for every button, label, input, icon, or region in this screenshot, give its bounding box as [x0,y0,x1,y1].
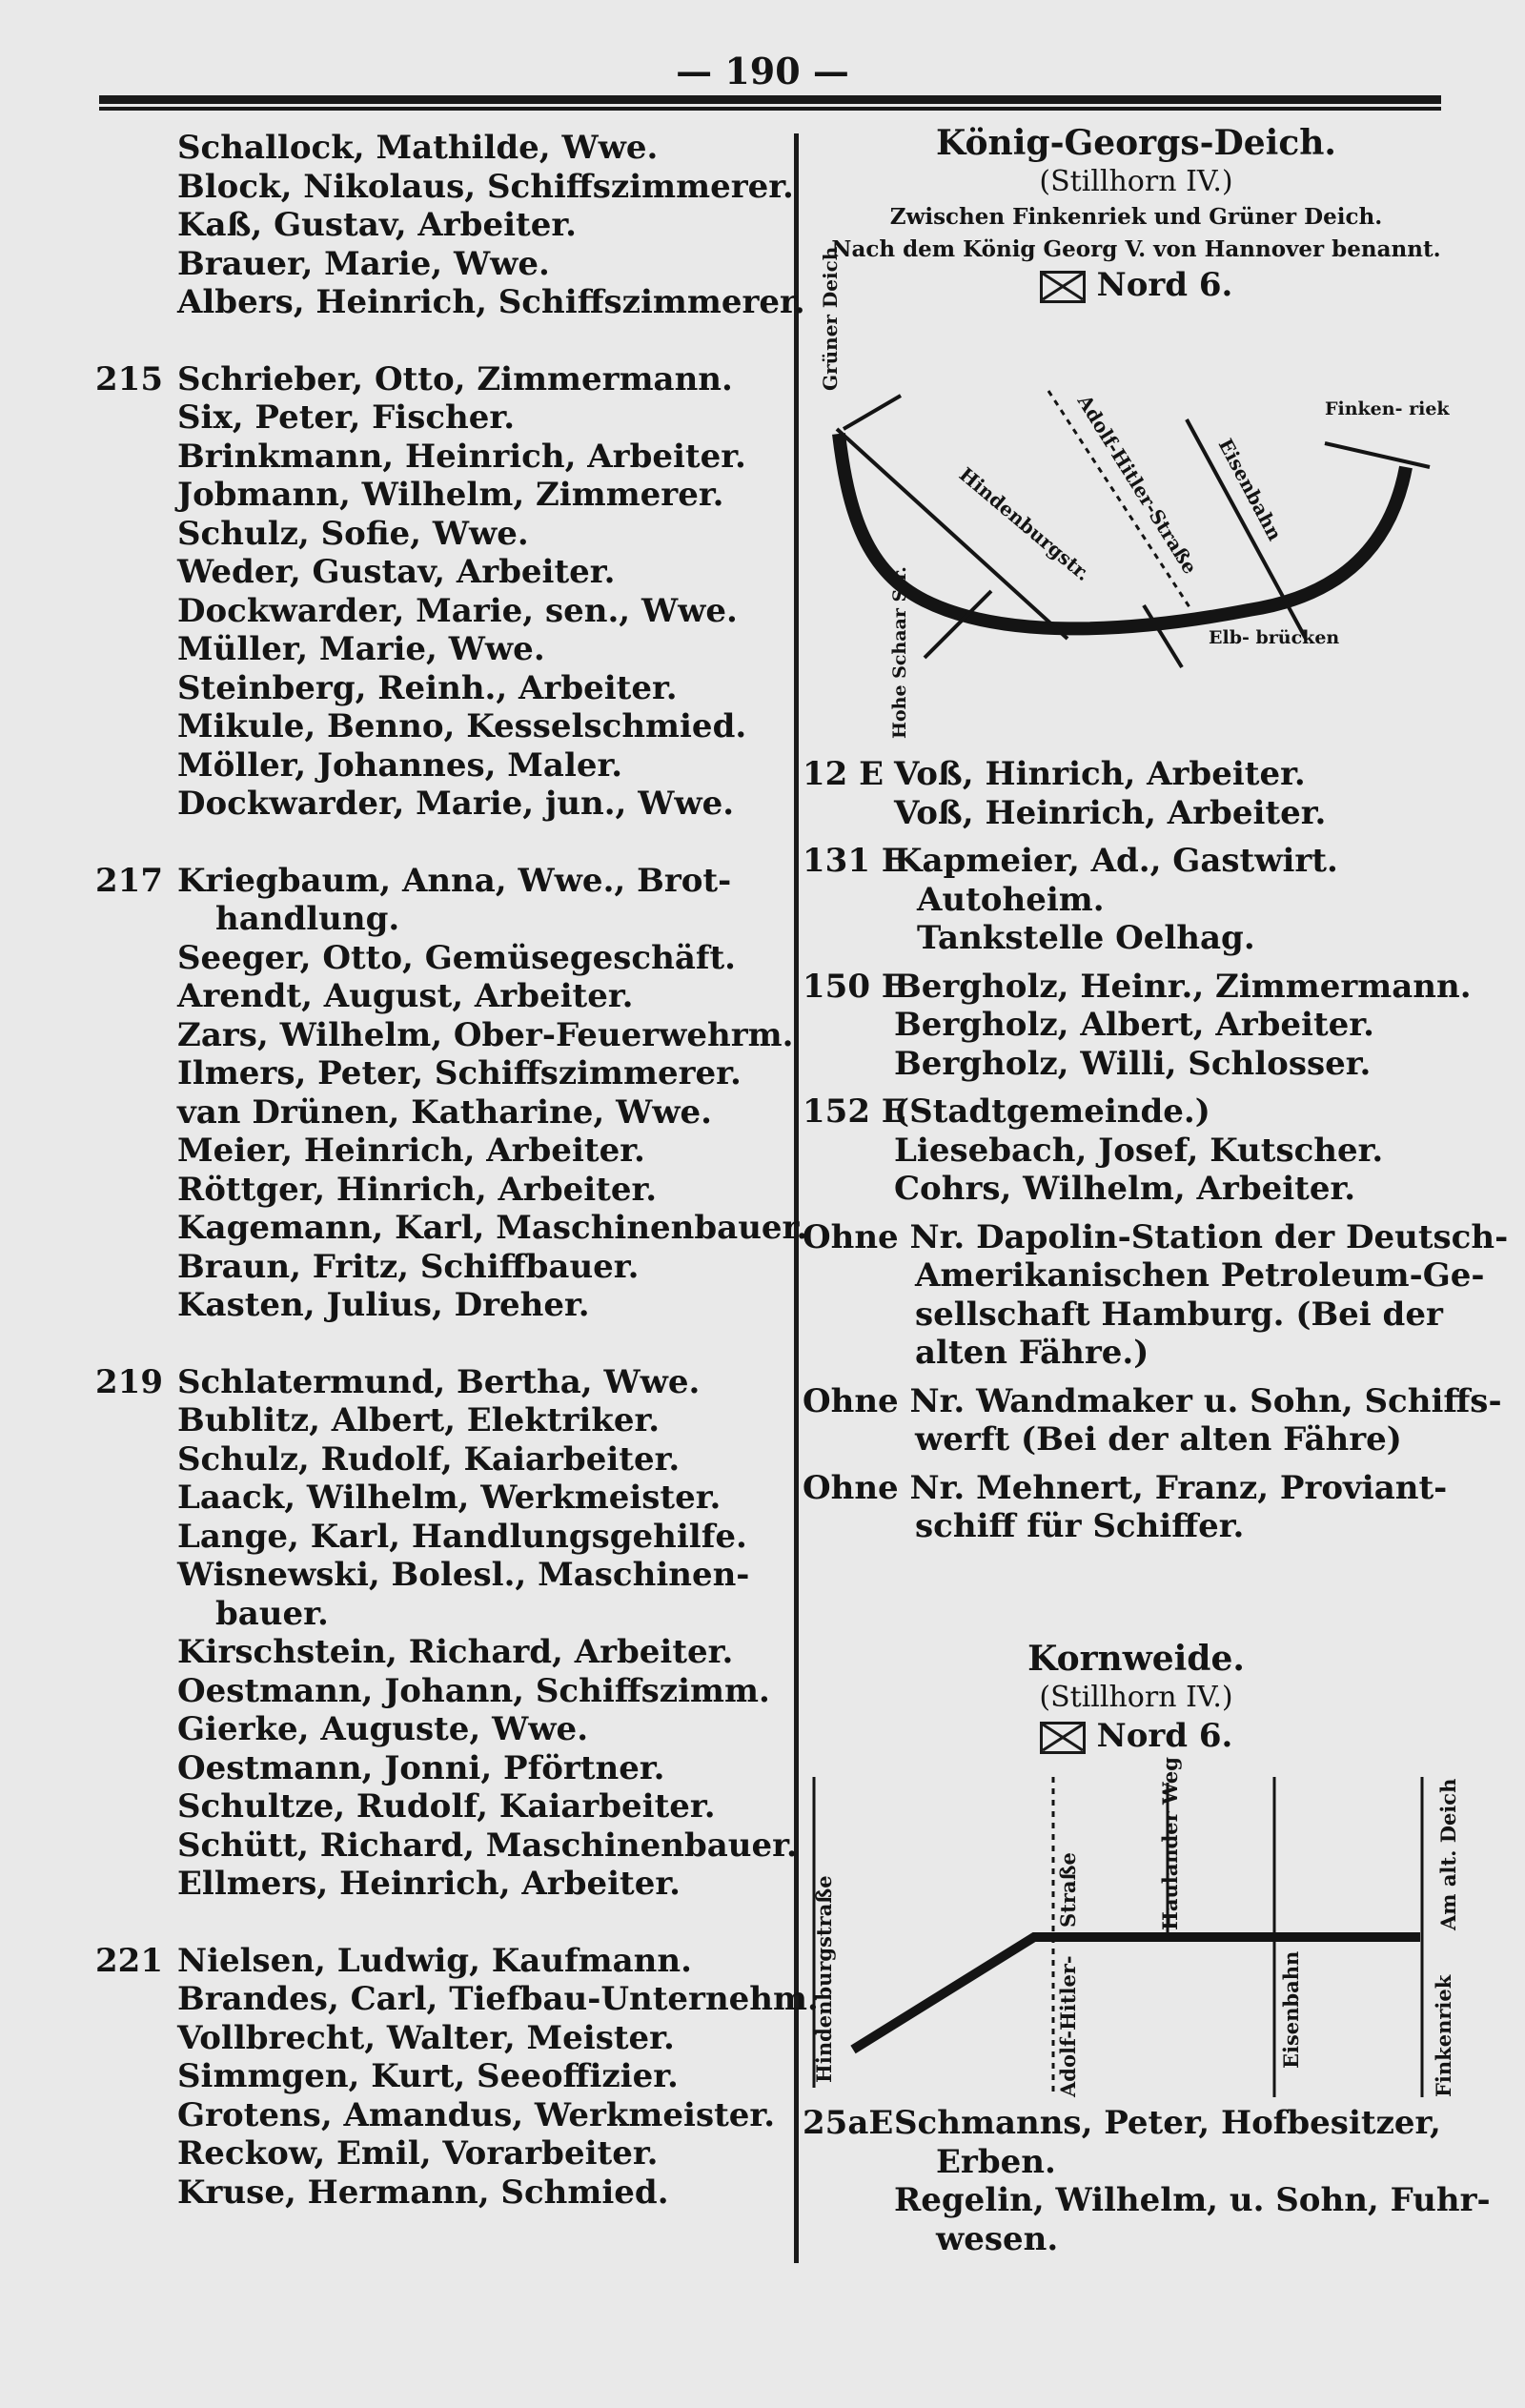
list-item: 152 E(Stadtgemeinde.) [803,1092,1210,1131]
list-item: Kirschstein, Richard, Arbeiter. [177,1633,734,1671]
district-label: (Stillhorn IV.) [1039,1680,1233,1714]
street-map-kornweide [810,1757,1468,2107]
map-label-adolf-hitler: Adolf-Hitler- [1056,1955,1080,2097]
page-number: — 190 — [676,50,849,92]
list-item-continuation: schiff für Schiffer. [915,1507,1245,1545]
map-road-finkenriek [1325,443,1430,467]
list-item: Kagemann, Karl, Maschinenbauer. [177,1209,808,1247]
map-line-adolf-hitler-strasse [1048,391,1191,610]
list-item: Jobmann, Wilhelm, Zimmerer. [177,476,724,514]
list-item: Ohne Nr. Dapolin-Station der Deutsch- [803,1217,1509,1256]
list-item: Tankstelle Oelhag. [917,919,1255,957]
list-item: Simmgen, Kurt, Seeoffizier. [177,2057,679,2095]
house-number: 152 E [803,1092,906,1131]
postal-district: Nord 6. [803,266,1470,305]
section-kornweide-header [803,1640,1470,1756]
mail-envelope-icon [1040,271,1086,303]
list-item: Oestmann, Jonni, Pförtner. [177,1748,665,1787]
map-label-haulander-weg: Haulander Weg [1158,1757,1182,1930]
list-item: Brandes, Carl, Tiefbau-Unternehm. [177,1980,819,2018]
map-label-hindenburgstr: Hindenburgstr. [954,462,1095,586]
list-item: Albers, Heinrich, Schiffszimmerer. [177,283,805,321]
list-item: Kasten, Julius, Dreher. [177,1286,590,1324]
list-item: 150 EBergholz, Heinr., Zimmermann. [803,967,1472,1006]
list-item-continuation: Amerikanischen Petroleum-Ge- [915,1256,1485,1295]
list-item: Röttger, Hinrich, Arbeiter. [177,1170,658,1209]
list-item: Ilmers, Peter, Schiffszimmerer. [177,1054,742,1092]
house-number: 131 E [803,842,906,880]
map-label-elbbruecken: Elb- brücken [1209,627,1340,648]
list-item: Grotens, Amandus, Werkmeister. [177,2095,776,2134]
list-item: Gierke, Auguste, Wwe. [177,1710,589,1748]
map-label-finkenriek: Finkenriek [1432,1974,1455,2097]
map-label-finkenriek: Finken- riek [1325,398,1450,419]
map-road-gruener-deich [844,396,901,429]
column-divider [794,133,799,2263]
list-item: Steinberg, Reinh., Arbeiter. [177,668,678,707]
map-road-elbbruecken [1144,605,1182,667]
postal-district: Nord 6. [803,1717,1470,1756]
list-item: Ohne Nr. Wandmaker u. Sohn, Schiffs- [803,1381,1502,1420]
house-number: 221 [95,1941,163,1980]
street-title: Kornweide. [1027,1639,1245,1679]
list-item-continuation: werft (Bei der alten Fähre) [915,1420,1402,1459]
list-item: Reckow, Emil, Vorarbeiter. [177,2134,659,2173]
list-item: 219 Schlatermund, Bertha, Wwe. [95,1362,701,1401]
map-label-adolf-hitler-strasse: Adolf-Hitler-Straße [1072,390,1202,579]
section-kornweide-entries [803,2104,1491,2258]
list-item: Dockwarder, Marie, sen., Wwe. [177,591,738,630]
list-item: Mikule, Benno, Kesselschmied. [177,707,747,745]
map-road-kornweide [853,1937,1420,2050]
list-item: Liesebach, Josef, Kutscher. [894,1131,1384,1170]
section-koenig-georgs-deich-entries [803,755,1509,1546]
list-item: Möller, Johannes, Maler. [177,745,623,785]
list-item: bauer. [215,1594,329,1633]
list-item-continuation: alten Fähre.) [915,1334,1149,1372]
list-item-continuation: wesen. [936,2219,1059,2258]
street-title: König-Georgs-Deich. [936,123,1336,163]
header-rule-thick [99,95,1441,104]
map-label-strasse: Straße [1056,1852,1080,1928]
map-label-am-alt-deich: Am alt. Deich [1436,1778,1460,1930]
list-item: van Drünen, Katharine, Wwe. [177,1092,713,1132]
list-item: Bergholz, Albert, Arbeiter. [894,1006,1374,1044]
list-item: Brauer, Marie, Wwe. [177,244,550,283]
street-note-origin: Nach dem König Georg V. von Hannover benannt. [831,236,1441,262]
house-number: 12 E [803,755,884,793]
list-item-continuation: sellschaft Hamburg. (Bei der [915,1295,1443,1334]
list-item: Schallock, Mathilde, Wwe. [177,129,659,167]
list-item: Zars, Wilhelm, Ober-Feuerwehrm. [177,1015,794,1054]
list-item: Vollbrecht, Walter, Meister. [177,2018,675,2057]
section-koenig-georgs-deich-header [803,124,1470,305]
left-column [95,129,819,2212]
list-item: Six, Peter, Fischer. [177,398,516,437]
list-item: 12 E Voß, Hinrich, Arbeiter. [803,755,1306,793]
list-item: Block, Nikolaus, Schiffszimmerer. [177,167,794,206]
list-item: Schulz, Rudolf, Kaiarbeiter. [177,1439,681,1479]
list-item: Voß, Heinrich, Arbeiter. [894,793,1327,832]
map-label-hohe-schaar: Hohe Schaar Str. [889,566,910,739]
list-item: Bublitz, Albert, Elektriker. [177,1401,661,1439]
list-item: Ellmers, Heinrich, Arbeiter. [177,1865,681,1903]
map-label-gruener-deich: Grüner Deich [819,246,842,391]
list-item: Kruse, Hermann, Schmied. [177,2173,669,2212]
map-label-eisenbahn: Eisenbahn [1213,435,1287,545]
list-item: Ohne Nr. Mehnert, Franz, Proviant- [803,1468,1448,1507]
list-item: Wisnewski, Bolesl., Maschinen- [177,1556,750,1594]
house-number: 215 [95,359,163,398]
list-item: Brinkmann, Heinrich, Arbeiter. [177,437,746,476]
list-item: Schulz, Sofie, Wwe. [177,514,529,553]
list-item: Lange, Karl, Handlungsgehilfe. [177,1517,747,1556]
list-item: 217 Kriegbaum, Anna, Wwe., Brot- [95,861,732,900]
list-item: Laack, Wilhelm, Werkmeister. [177,1479,722,1517]
list-item: Cohrs, Wilhelm, Arbeiter. [894,1170,1356,1208]
list-item: Regelin, Wilhelm, u. Sohn, Fuhr- [894,2181,1491,2219]
map-label-hindenburgstrasse: Hindenburgstraße [812,1875,836,2083]
list-item: Schütt, Richard, Maschinenbauer. [177,1826,798,1865]
district-label: (Stillhorn IV.) [1039,164,1233,198]
list-item: Oestmann, Johann, Schiffszimm. [177,1671,770,1710]
list-item: 131 EKapmeier, Ad., Gastwirt. [803,842,1338,880]
list-item: Weder, Gustav, Arbeiter. [177,553,616,591]
house-number: 217 [95,861,163,900]
house-number: 150 E [803,967,906,1006]
list-item: Braun, Fritz, Schiffbauer. [177,1247,640,1286]
list-item: Arendt, August, Arbeiter. [177,977,634,1015]
list-item: 221 Nielsen, Ludwig, Kaufmann. [95,1941,692,1980]
house-number: 219 [95,1362,163,1401]
list-item: Bergholz, Willi, Schlosser. [894,1044,1372,1083]
header-rule-thin [99,107,1441,111]
list-item: Autoheim. [917,880,1105,919]
list-item: Müller, Marie, Wwe. [177,630,545,668]
list-item: Schultze, Rudolf, Kaiarbeiter. [177,1787,716,1826]
mail-envelope-icon [1040,1722,1086,1754]
list-item: 215 Schrieber, Otto, Zimmermann. [95,359,733,398]
list-item: 25aESchmanns, Peter, Hofbesitzer, [803,2104,1441,2142]
list-item: Seeger, Otto, Gemüsegeschäft. [177,938,737,977]
map-label-eisenbahn: Eisenbahn [1279,1950,1303,2069]
list-item: Kaß, Gustav, Arbeiter. [177,206,577,244]
list-item: Meier, Heinrich, Arbeiter. [177,1132,645,1170]
list-item: handlung. [215,900,400,938]
list-item: Dockwarder, Marie, jun., Wwe. [177,785,735,823]
street-note-location: Zwischen Finkenriek und Grüner Deich. [889,204,1383,230]
house-number: 25aE [803,2104,894,2142]
list-item-continuation: Erben. [936,2142,1056,2181]
